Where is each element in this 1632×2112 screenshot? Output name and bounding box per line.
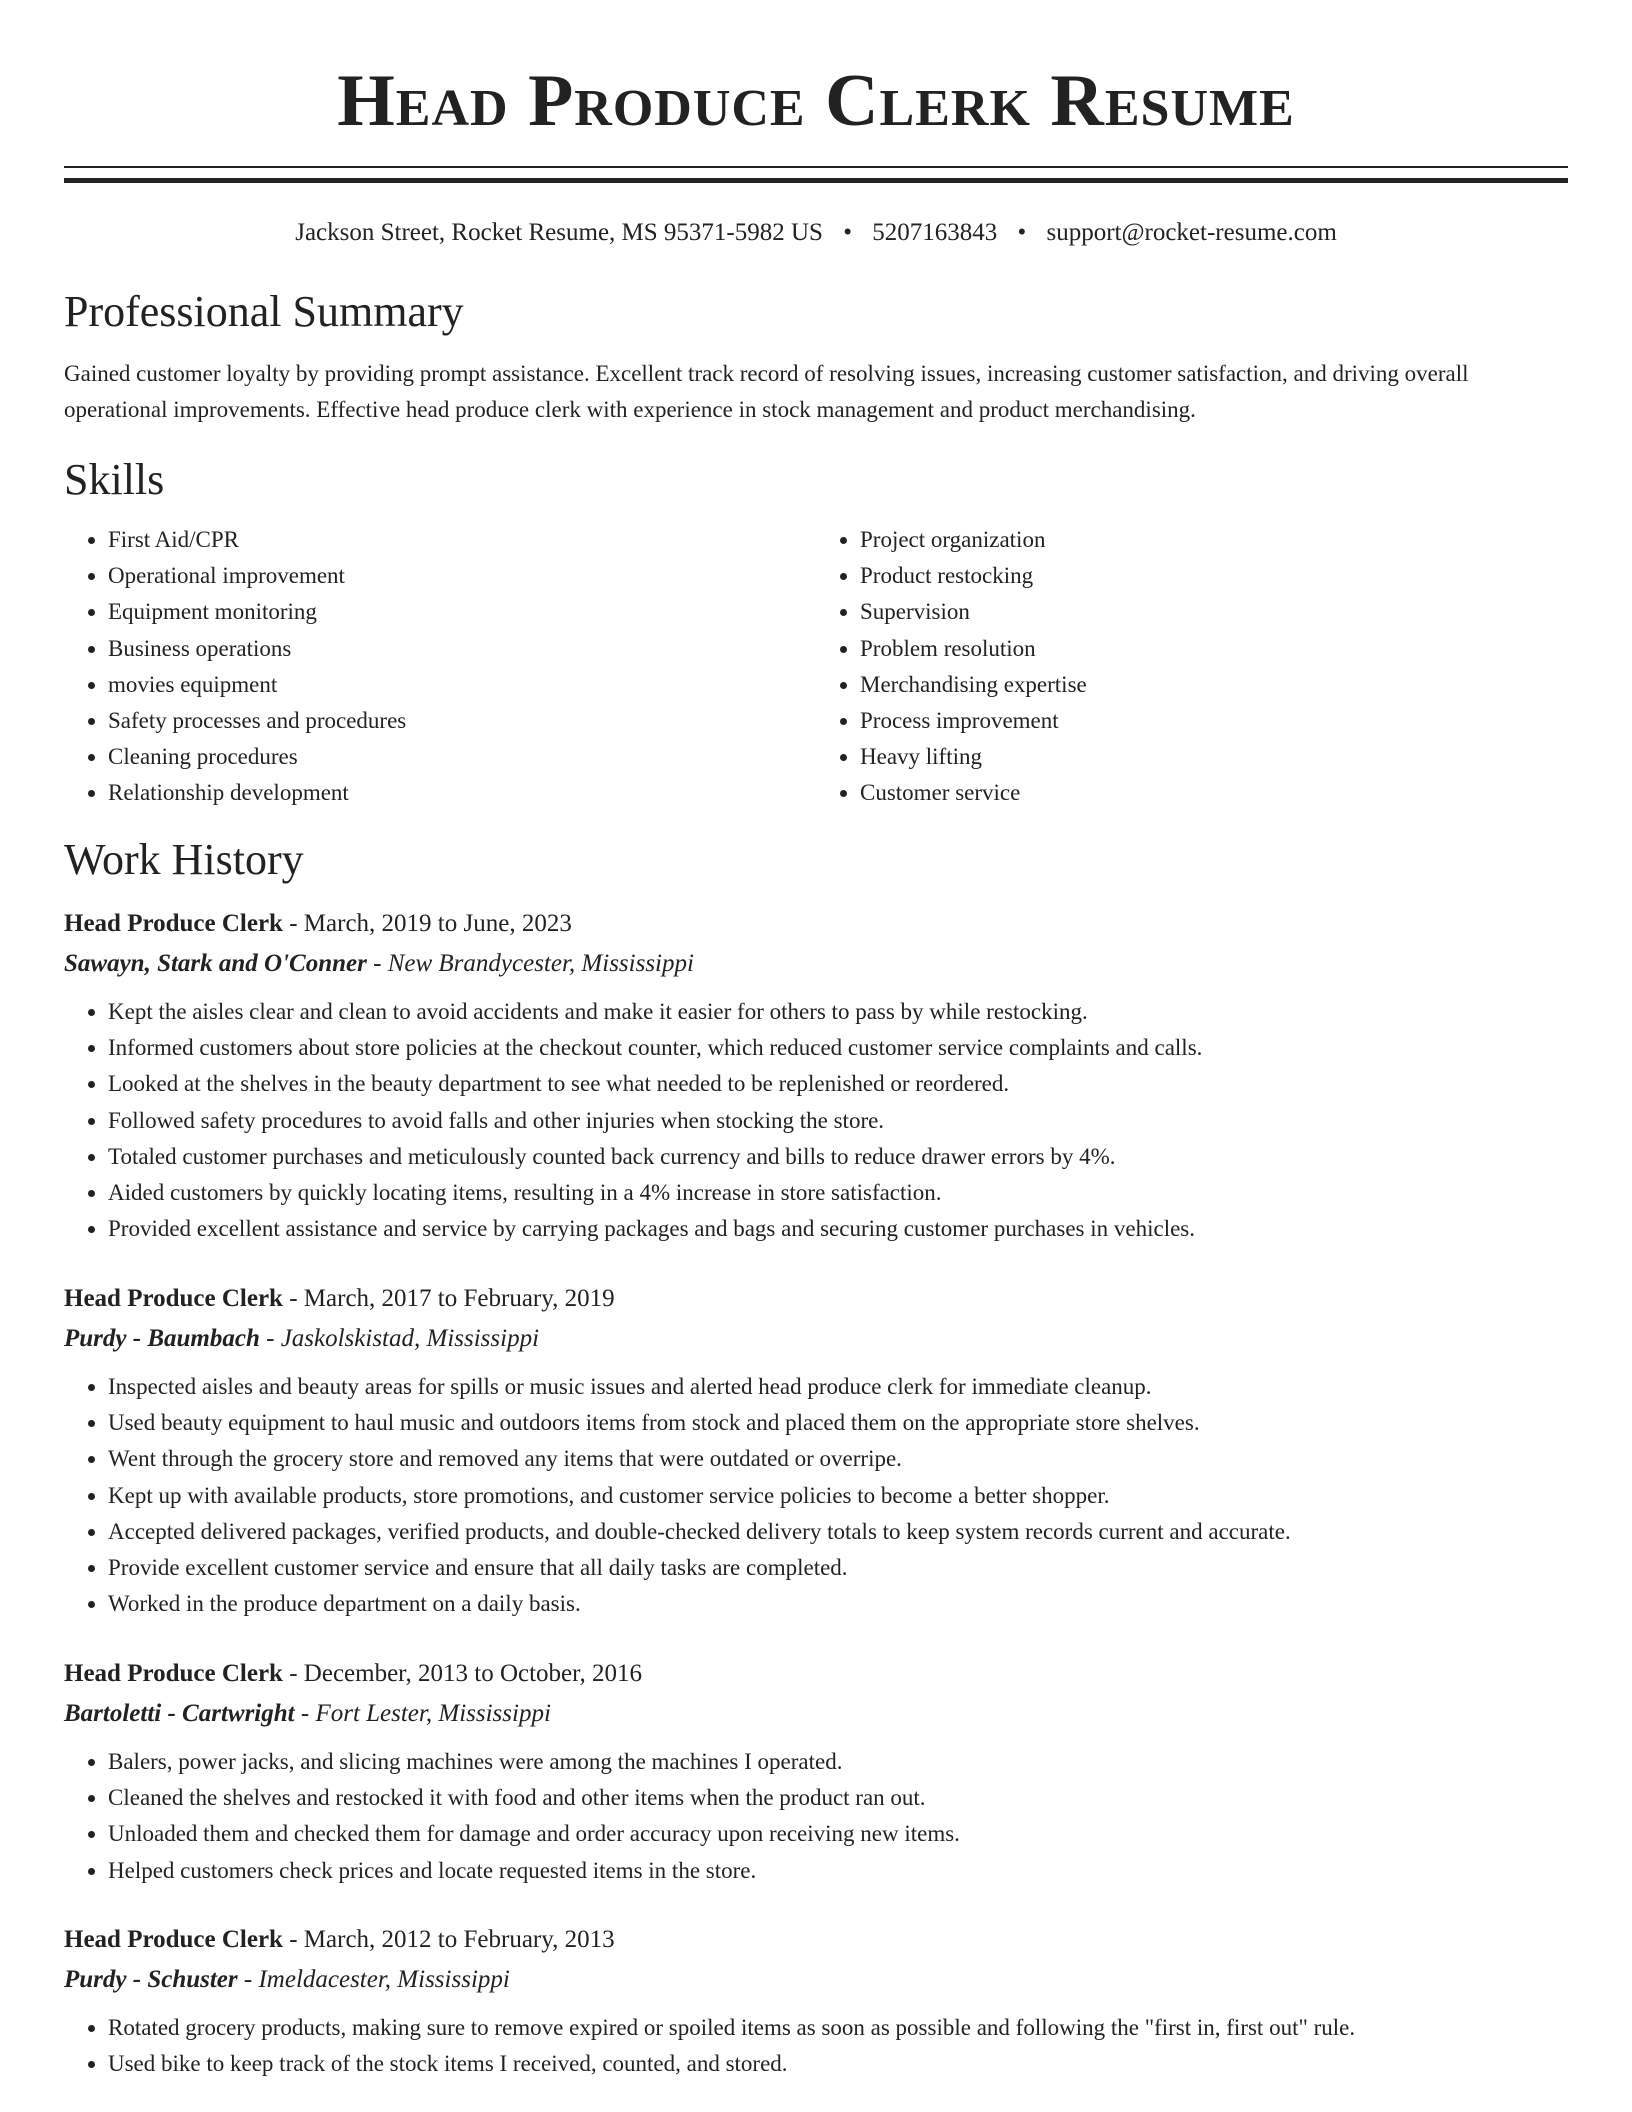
job-employer: [64, 1960, 1568, 2000]
duty-item: • Provided excellent assistance and service by carrying packages and bags and securing customer purchases in vehicles.: [108, 1211, 1568, 1247]
contact-email: support@rocket-resume.com: [1046, 219, 1337, 246]
job-header: [64, 1279, 1568, 1319]
duty-item: • Kept up with available products, store promotions, and customer service policies to become a better shopper.: [108, 1478, 1568, 1514]
duty-item: • Worked in the produce department on a daily basis.: [108, 1586, 1568, 1622]
skills-list-right: [816, 522, 1568, 812]
job-entry: [64, 1279, 1568, 1623]
job-title: Head Produce Clerk: [64, 909, 283, 937]
duty-item: • Followed safety procedures to avoid falls and other injuries when stocking the store.: [108, 1103, 1568, 1139]
job-dash: -: [282, 1284, 304, 1312]
job-dash: -: [259, 1324, 281, 1352]
resume-page: [64, 0, 1568, 2083]
contact-phone: 5207163843: [872, 219, 998, 246]
job-duties: [64, 1744, 1568, 1889]
contact-address: Jackson Street, Rocket Resume, MS 95371-5982 US: [295, 219, 823, 246]
skill-item: • Customer service: [860, 775, 1568, 811]
duty-item: • Kept the aisles clear and clean to avoid accidents and make it easier for others to pass by while restocking.: [108, 994, 1568, 1030]
duty-item: • Accepted delivered packages, verified products, and double-checked delivery totals to keep system records current and accurate.: [108, 1514, 1568, 1550]
job-company: Purdy - Baumbach: [64, 1324, 260, 1352]
duty-item: • Informed customers about store policies at the checkout counter, which reduced customer service complaints and calls.: [108, 1030, 1568, 1066]
job-location: Fort Lester, Mississippi: [315, 1699, 551, 1727]
duty-item: • Inspected aisles and beauty areas for spills or music issues and alerted head produce clerk for immediate cleanup.: [108, 1369, 1568, 1405]
duty-item: • Rotated grocery products, making sure to remove expired or spoiled items as soon as possible and following the "first in, first out" rule.: [108, 2010, 1568, 2046]
job-dates: March, 2017 to February, 2019: [303, 1284, 615, 1312]
skill-item: • Relationship development: [108, 775, 816, 811]
job-header: [64, 904, 1568, 944]
skill-item: • Process improvement: [860, 703, 1568, 739]
duty-item: • Helped customers check prices and locate requested items in the store.: [108, 1853, 1568, 1889]
skill-item: • Operational improvement: [108, 558, 816, 594]
job-dash: -: [282, 909, 304, 937]
contact-separator: •: [1017, 219, 1027, 246]
job-dates: March, 2012 to February, 2013: [303, 1925, 615, 1953]
skill-item: • movies equipment: [108, 667, 816, 703]
skill-item: • Product restocking: [860, 558, 1568, 594]
job-location: Jaskolskistad, Mississippi: [280, 1324, 540, 1352]
resume-title: Head Produce Clerk Resume: [337, 60, 1295, 142]
duty-item: • Looked at the shelves in the beauty department to see what needed to be replenished or reordered.: [108, 1066, 1568, 1102]
skill-item: • Business operations: [108, 631, 816, 667]
job-duties: [64, 2010, 1568, 2083]
job-location: New Brandycester, Mississippi: [387, 949, 694, 977]
summary-text: Gained customer loyalty by providing prompt assistance. Excellent track record of resolving issues, increasing customer satisfaction, and driving overall operational improvements. Effective head produce clerk with experience in stock management and product merchandising.: [64, 361, 1469, 422]
summary-heading: Professional Summary: [64, 287, 464, 336]
skills-list-left: [64, 522, 816, 812]
job-duties: [64, 1369, 1568, 1623]
skill-item: • First Aid/CPR: [108, 522, 816, 558]
duty-item: • Cleaned the shelves and restocked it with food and other items when the product ran out.: [108, 1780, 1568, 1816]
duty-item: • Used beauty equipment to haul music and outdoors items from stock and placed them on the appropriate store shelves.: [108, 1405, 1568, 1441]
title-divider: [64, 166, 1568, 183]
job-company: Bartoletti - Cartwright: [64, 1699, 295, 1727]
skill-item: • Merchandising expertise: [860, 667, 1568, 703]
skills-columns: [64, 522, 1568, 812]
skill-item: • Equipment monitoring: [108, 594, 816, 630]
job-dash: -: [282, 1659, 304, 1687]
duty-item: • Aided customers by quickly locating items, resulting in a 4% increase in store satisfaction.: [108, 1175, 1568, 1211]
duty-item: • Used bike to keep track of the stock items I received, counted, and stored.: [108, 2046, 1568, 2082]
duty-item: • Unloaded them and checked them for damage and order accuracy upon receiving new items.: [108, 1816, 1568, 1852]
job-location: Imeldacester, Mississippi: [258, 1965, 510, 1993]
contact-line: [64, 218, 1568, 248]
skill-item: • Project organization: [860, 522, 1568, 558]
job-dash: -: [282, 1925, 304, 1953]
job-title: Head Produce Clerk: [64, 1925, 283, 1953]
job-company: Sawayn, Stark and O'Conner: [64, 949, 367, 977]
job-dash: -: [237, 1965, 259, 1993]
duty-item: • Balers, power jacks, and slicing machines were among the machines I operated.: [108, 1744, 1568, 1780]
job-entry: [64, 1920, 1568, 2083]
job-title: Head Produce Clerk: [64, 1659, 283, 1687]
job-dates: December, 2013 to October, 2016: [303, 1659, 642, 1687]
job-title: Head Produce Clerk: [64, 1284, 283, 1312]
job-employer: [64, 1694, 1568, 1734]
job-dates: March, 2019 to June, 2023: [303, 909, 572, 937]
skill-item: • Problem resolution: [860, 631, 1568, 667]
skill-item: • Supervision: [860, 594, 1568, 630]
job-dash: -: [366, 949, 388, 977]
duty-item: • Went through the grocery store and removed any items that were outdated or overripe.: [108, 1441, 1568, 1477]
duty-item: • Totaled customer purchases and meticulously counted back currency and bills to reduce drawer errors by 4%.: [108, 1139, 1568, 1175]
contact-separator: •: [843, 219, 852, 246]
job-employer: [64, 944, 1568, 984]
job-entry: [64, 1654, 1568, 1889]
job-employer: [64, 1319, 1568, 1359]
job-entry: [64, 904, 1568, 1248]
job-company: Purdy - Schuster: [64, 1965, 238, 1993]
job-header: [64, 1654, 1568, 1694]
job-dash: -: [294, 1699, 316, 1727]
job-duties: [64, 994, 1568, 1248]
skill-item: • Heavy lifting: [860, 739, 1568, 775]
skills-heading: Skills: [64, 455, 165, 504]
skill-item: • Cleaning procedures: [108, 739, 816, 775]
duty-item: • Provide excellent customer service and ensure that all daily tasks are completed.: [108, 1550, 1568, 1586]
job-header: [64, 1920, 1568, 1960]
work-history-heading: Work History: [64, 834, 304, 884]
skill-item: • Safety processes and procedures: [108, 703, 816, 739]
